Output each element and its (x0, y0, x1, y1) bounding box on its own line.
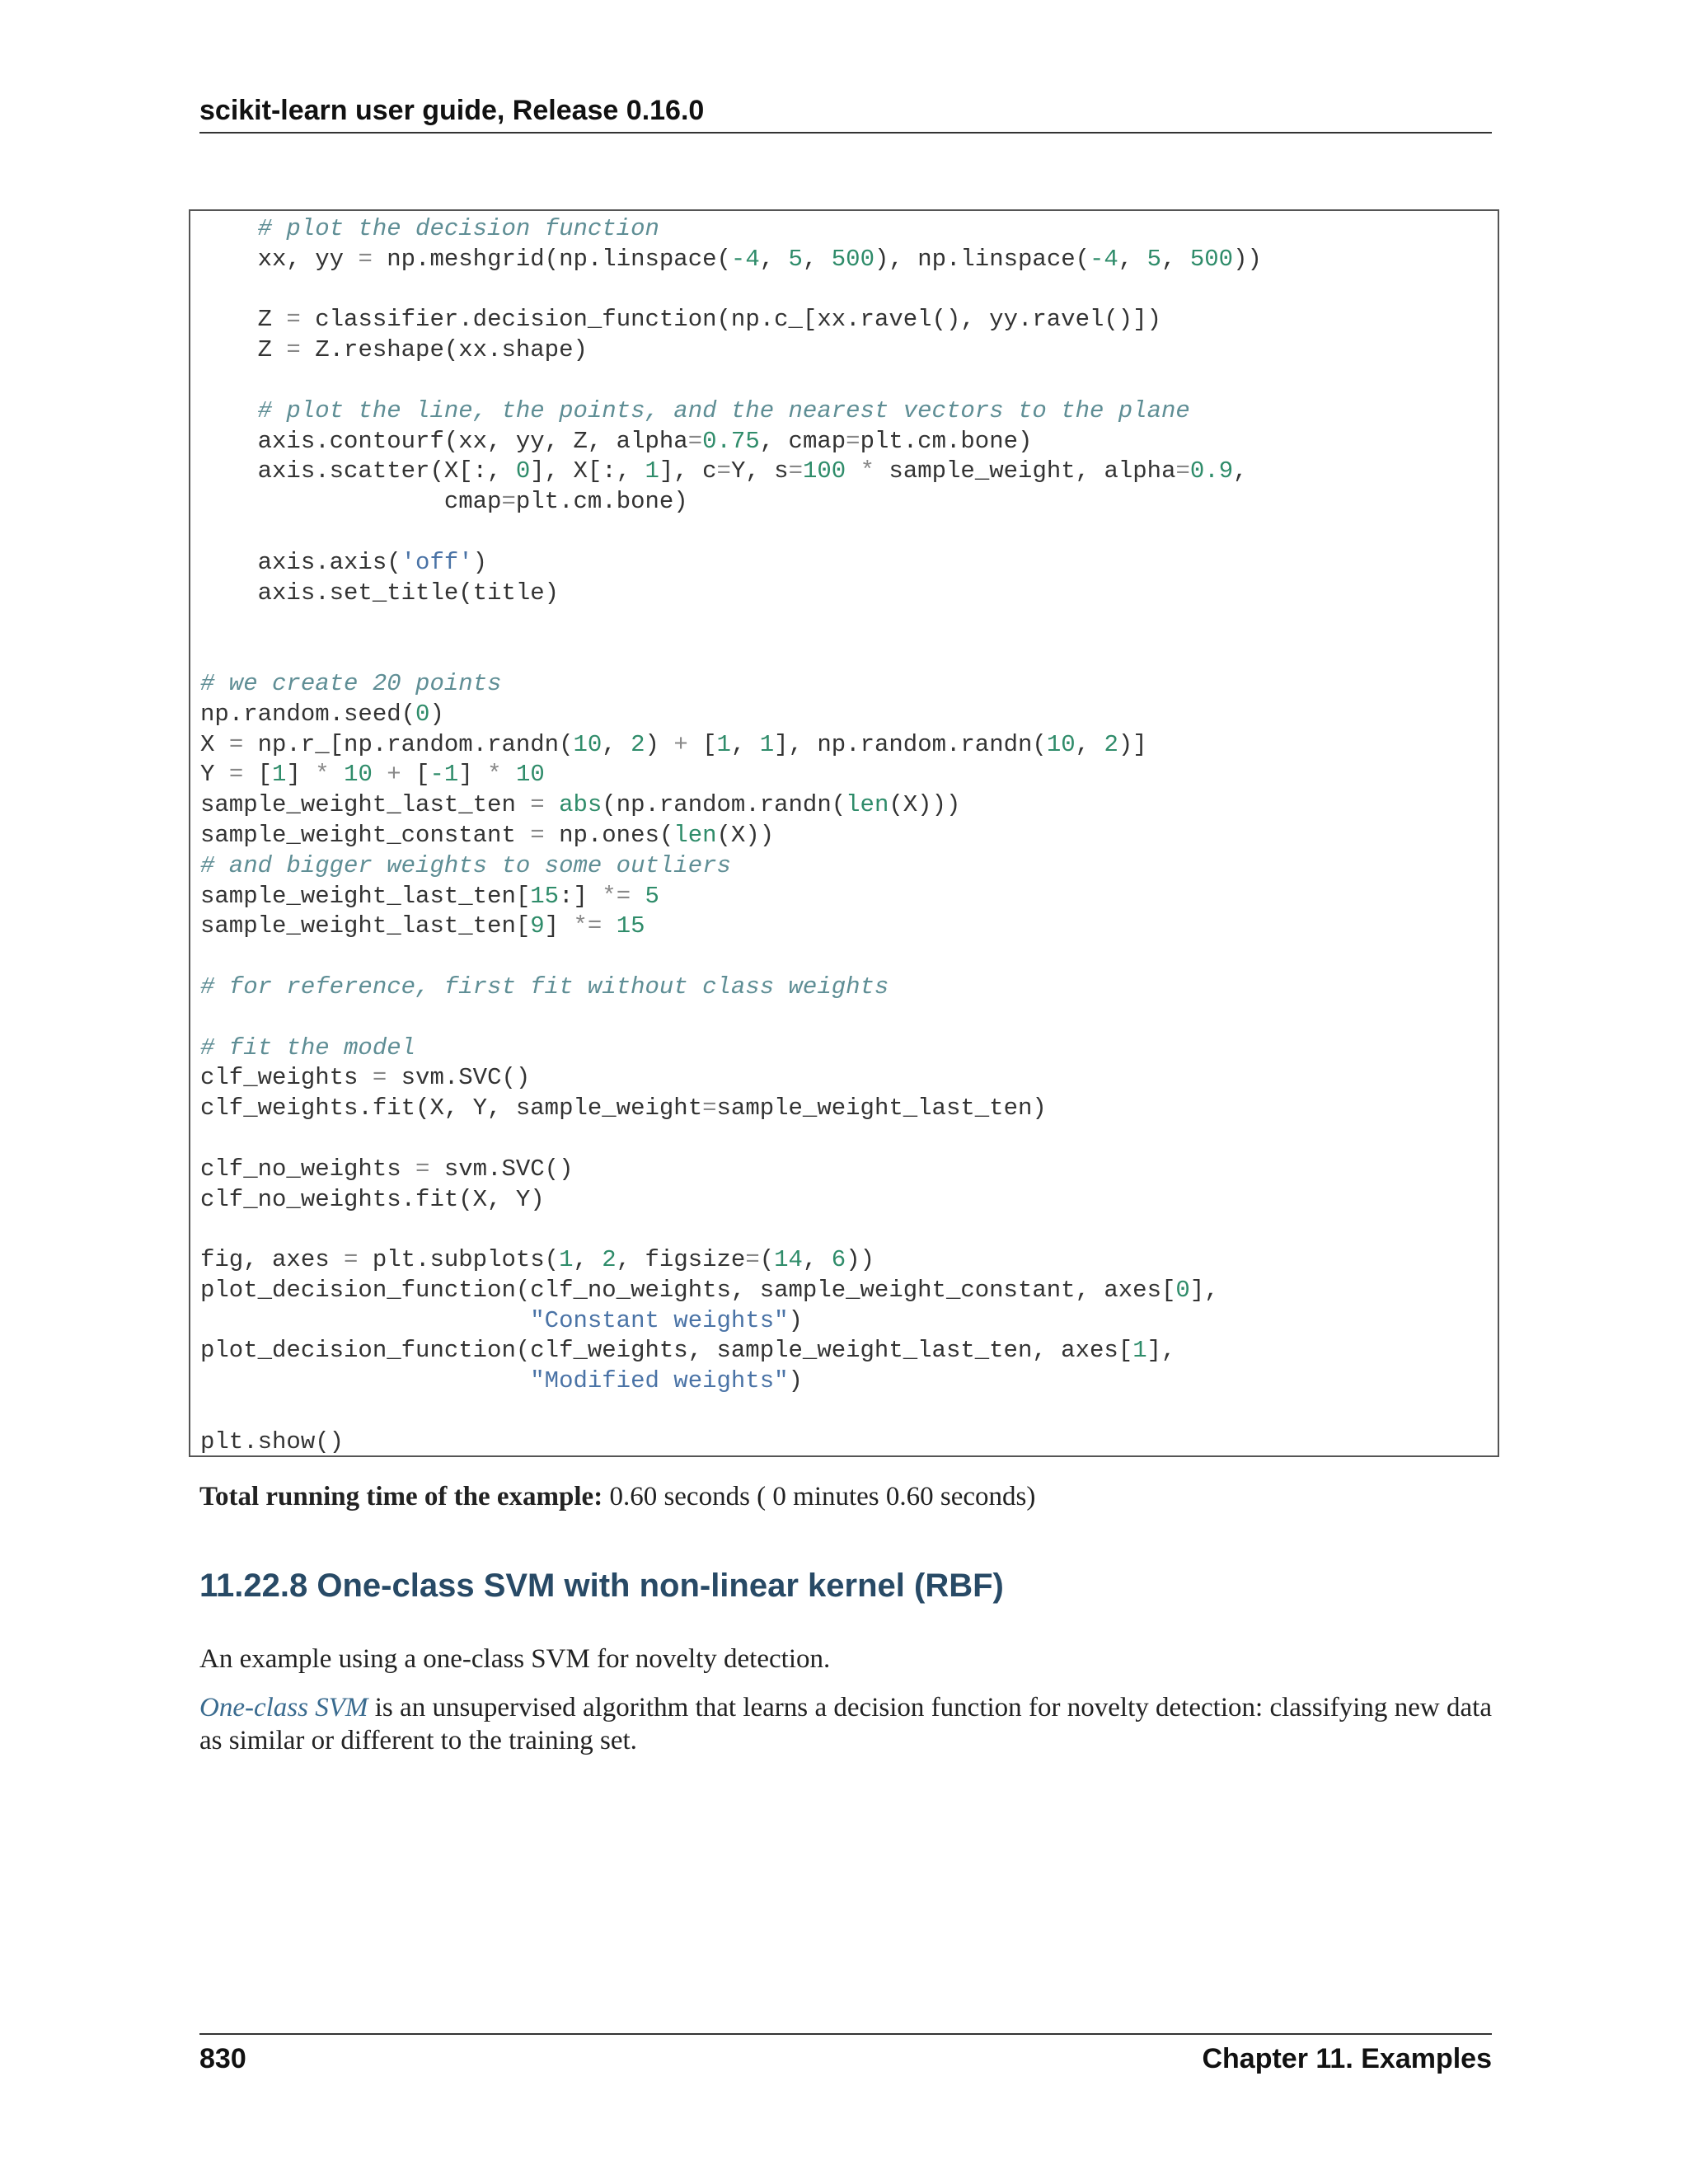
code-token: 100 (802, 457, 846, 485)
code-token: ], np.random.randn( (774, 730, 1047, 758)
code-token: = (788, 457, 803, 485)
code-token: 500 (831, 245, 874, 273)
code-line (200, 518, 1494, 548)
code-line (200, 1094, 1494, 1124)
code-token: (np.random.randn( (602, 791, 846, 819)
chapter-title: Chapter 11. Examples (1202, 2043, 1492, 2074)
code-token: # and bigger weights to some outliers (200, 851, 731, 879)
code-token: sample_weight_last_ten[ (200, 882, 531, 910)
code-token: , cmap (759, 427, 846, 455)
page-number: 830 (199, 2043, 246, 2074)
code-line (200, 882, 1494, 912)
code-token: 10 (573, 730, 603, 758)
code-token: = (530, 791, 545, 819)
code-token: Z.reshape(xx.shape) (300, 336, 588, 364)
code-token: "Constant weights" (530, 1306, 789, 1334)
code-token: = (1175, 457, 1190, 485)
code-token: = (286, 306, 301, 334)
code-token: 1 (645, 457, 659, 485)
code-token: , (802, 1246, 832, 1274)
code-line (200, 790, 1494, 821)
code-line (200, 639, 1494, 669)
code-token: X (200, 730, 229, 758)
code-line (200, 1306, 1494, 1337)
code-line (200, 851, 1494, 882)
code-token: , figsize (616, 1246, 746, 1274)
code-token: 0.75 (702, 427, 760, 455)
code-token: , (1233, 457, 1248, 485)
code-token: ], c (659, 457, 717, 485)
code-line (200, 457, 1494, 487)
code-token (200, 1367, 530, 1394)
code-token: 5 (645, 882, 659, 910)
code-token: ) (429, 700, 444, 728)
code-token: * (860, 457, 875, 485)
header-title: scikit-learn user guide, Release 0.16.0 (199, 95, 705, 126)
code-token: # plot the line, the points, and the nearest vectors to the plane (200, 396, 1190, 424)
code-line (200, 1427, 1494, 1458)
code-line (200, 1185, 1494, 1216)
code-token: ) (645, 730, 674, 758)
code-token: [ (687, 730, 717, 758)
code-token: Y, s (730, 457, 789, 485)
code-token: )] (1118, 730, 1147, 758)
code-token: 1 (1132, 1337, 1147, 1365)
code-token (545, 791, 559, 818)
code-token (200, 1307, 530, 1334)
code-token: = (358, 245, 373, 273)
code-line (200, 245, 1494, 275)
code-token: 9 (530, 912, 545, 940)
code-line (200, 1063, 1494, 1094)
code-line (200, 366, 1494, 396)
code-token: axis.set_title(title) (200, 579, 560, 607)
code-token (602, 912, 616, 940)
code-token: , (759, 245, 789, 273)
code-token: ], (1146, 1337, 1176, 1365)
code-token: plt.show() (200, 1427, 345, 1455)
code-token: , (1118, 245, 1147, 273)
code-token: -1 (429, 761, 459, 789)
code-line (200, 821, 1494, 851)
code-line (200, 427, 1494, 457)
code-token: fig, axes (200, 1246, 345, 1274)
code-token: plot_decision_function(clf_no_weights, sample_weight_constant, axes[ (200, 1276, 1176, 1304)
code-token: 10 (1046, 730, 1076, 758)
description-paragraph (199, 1691, 1492, 1757)
code-token: (X)) (716, 821, 775, 849)
section-heading: 11.22.8 One-class SVM with non-linear kernel (RBF) (199, 1568, 1004, 1604)
code-line (200, 335, 1494, 366)
code-token: = (846, 427, 860, 455)
code-line (200, 1245, 1494, 1276)
code-token: # plot the decision function (200, 215, 659, 242)
code-token: 5 (788, 245, 803, 273)
code-token: ) (472, 548, 488, 576)
code-token: = (415, 1155, 430, 1183)
running-header (199, 89, 1492, 134)
code-token: 1 (716, 730, 731, 758)
code-token: clf_no_weights (200, 1155, 416, 1183)
code-token: , (602, 730, 631, 758)
code-token: 15 (530, 882, 560, 910)
code-token: sample_weight_last_ten[ (200, 912, 531, 940)
code-token: clf_no_weights.fit(X, Y) (200, 1185, 545, 1213)
code-token: abs (559, 791, 603, 819)
code-token: = (372, 1064, 387, 1092)
code-line (200, 1336, 1494, 1366)
code-token: , (573, 1246, 603, 1274)
code-token: * (487, 761, 502, 789)
code-token: )) (1233, 245, 1262, 273)
code-token: -4 (730, 245, 760, 273)
code-line (200, 669, 1494, 700)
code-line (200, 548, 1494, 579)
code-token: = (716, 457, 731, 485)
code-token: np.ones( (544, 821, 674, 849)
code-line (200, 1003, 1494, 1033)
code-line (200, 942, 1494, 972)
code-token: cmap (200, 488, 502, 516)
running-footer (199, 2033, 1492, 2074)
code-token: ] (458, 761, 488, 789)
code-token: 14 (774, 1246, 803, 1274)
code-line (200, 912, 1494, 942)
code-token: 2 (1104, 730, 1118, 758)
code-token: sample_weight_last_ten) (716, 1094, 1047, 1122)
code-token: 1 (272, 761, 287, 789)
code-token: Z (200, 336, 287, 364)
code-token: 5 (1146, 245, 1162, 273)
code-token: sample_weight, alpha (874, 457, 1176, 485)
code-token: 2 (631, 730, 645, 758)
code-token: -4 (1090, 245, 1118, 273)
code-line (200, 760, 1494, 790)
code-token: , (730, 730, 760, 758)
code-token: + (673, 730, 688, 758)
code-token: ] (286, 761, 316, 789)
code-token: clf_weights (200, 1064, 373, 1092)
code-token: ) (788, 1306, 803, 1334)
code-token: len (846, 791, 889, 819)
code-line (200, 1155, 1494, 1185)
code-line (200, 608, 1494, 639)
code-token: = (228, 730, 244, 758)
running-time-value: 0.60 seconds ( 0 minutes 0.60 seconds) (603, 1482, 1036, 1511)
code-line (200, 396, 1494, 427)
code-line (200, 730, 1494, 761)
code-token: plot_decision_function(clf_weights, sample_weight_last_ten, axes[ (200, 1337, 1133, 1365)
code-token: axis.contourf(xx, yy, Z, alpha (200, 427, 688, 455)
code-token: # fit the model (200, 1033, 416, 1062)
code-token: 'off' (401, 548, 473, 576)
running-time-label: Total running time of the example: (199, 1482, 603, 1511)
code-token: xx, yy (200, 245, 359, 273)
code-token: = (286, 336, 301, 364)
code-token: , (1161, 245, 1190, 273)
code-token: svm.SVC() (387, 1064, 531, 1092)
code-token: # for reference, first fit without class weights (200, 972, 889, 1001)
code-token: )) (846, 1246, 874, 1274)
code-token: np.meshgrid(np.linspace( (372, 245, 731, 273)
code-line (200, 487, 1494, 518)
code-line (200, 214, 1494, 245)
code-token: 500 (1189, 245, 1234, 273)
code-token (631, 883, 645, 910)
code-token: 0 (515, 457, 531, 485)
code-token: 1 (559, 1246, 574, 1274)
code-token: np.r_[np.random.randn( (243, 730, 574, 758)
code-token: plt.subplots( (358, 1246, 560, 1274)
code-token (330, 761, 344, 788)
code-token: *= (573, 912, 603, 940)
code-line (200, 1033, 1494, 1064)
code-token: * (315, 761, 330, 789)
description-text: is an unsupervised algorithm that learns a decision function for novelty detection: classifying new data as similar or different to the training set. (199, 1693, 1492, 1755)
code-token: Y (200, 761, 229, 789)
code-token: sample_weight_constant (200, 821, 531, 849)
code-token (373, 761, 387, 788)
code-token: = (228, 761, 244, 789)
code-token: np.random.seed( (200, 700, 416, 728)
code-token: ( (759, 1246, 775, 1274)
code-token: 2 (602, 1246, 617, 1274)
code-line (200, 305, 1494, 335)
code-token: = (702, 1094, 717, 1122)
code-token: ) (788, 1367, 803, 1395)
code-line (200, 1366, 1494, 1397)
code-block (189, 209, 1499, 1457)
running-time-note (199, 1482, 1492, 1512)
code-token: 0 (415, 700, 430, 728)
code-token: sample_weight_last_ten (200, 791, 531, 819)
code-token: len (673, 821, 717, 849)
code-listing (200, 214, 1494, 1458)
code-token: 10 (344, 761, 373, 789)
code-token: (X))) (889, 791, 961, 819)
code-line (200, 1397, 1494, 1427)
code-token: = (687, 427, 703, 455)
code-token: ], (1189, 1276, 1219, 1304)
code-token: = (745, 1246, 760, 1274)
code-token: ), np.linspace( (874, 245, 1090, 273)
code-line (200, 275, 1494, 306)
code-token: 0.9 (1189, 457, 1234, 485)
code-token (846, 457, 860, 485)
code-token: axis.scatter(X[:, (200, 457, 516, 485)
code-token: 0 (1175, 1276, 1190, 1304)
code-line (200, 1215, 1494, 1245)
code-token: "Modified weights" (530, 1367, 789, 1395)
code-token: [ (243, 761, 273, 789)
code-line (200, 579, 1494, 609)
code-token: :] (559, 882, 603, 910)
code-token: , (1075, 730, 1104, 758)
code-token: 10 (515, 761, 545, 789)
code-token: # we create 20 points (200, 669, 502, 697)
code-token: svm.SVC() (429, 1155, 574, 1183)
code-token: clf_weights.fit(X, Y, sample_weight (200, 1094, 703, 1122)
code-token: , (802, 245, 832, 273)
code-token: *= (602, 882, 631, 910)
intro-paragraph: An example using a one-class SVM for novelty detection. (199, 1644, 831, 1674)
code-line (200, 700, 1494, 730)
code-line (200, 972, 1494, 1003)
code-token (502, 761, 516, 788)
one-class-svm-link[interactable]: One-class SVM (199, 1693, 368, 1722)
code-token: = (501, 488, 516, 516)
code-token: = (530, 821, 545, 849)
code-line (200, 1124, 1494, 1155)
code-token: ], X[:, (530, 457, 645, 485)
code-line (200, 1276, 1494, 1306)
code-token: classifier.decision_function(np.c_[xx.ravel(), yy.ravel()]) (300, 306, 1161, 334)
code-token: = (344, 1246, 359, 1274)
code-token: 6 (831, 1246, 846, 1274)
code-token: plt.cm.bone) (860, 427, 1033, 455)
code-token: axis.axis( (200, 548, 401, 576)
code-token: plt.cm.bone) (515, 488, 688, 516)
code-token: 15 (616, 912, 645, 940)
code-token: [ (401, 761, 430, 789)
code-token: + (387, 761, 401, 789)
code-token: 1 (759, 730, 775, 758)
code-token: ] (544, 912, 574, 940)
code-token: Z (200, 306, 287, 334)
